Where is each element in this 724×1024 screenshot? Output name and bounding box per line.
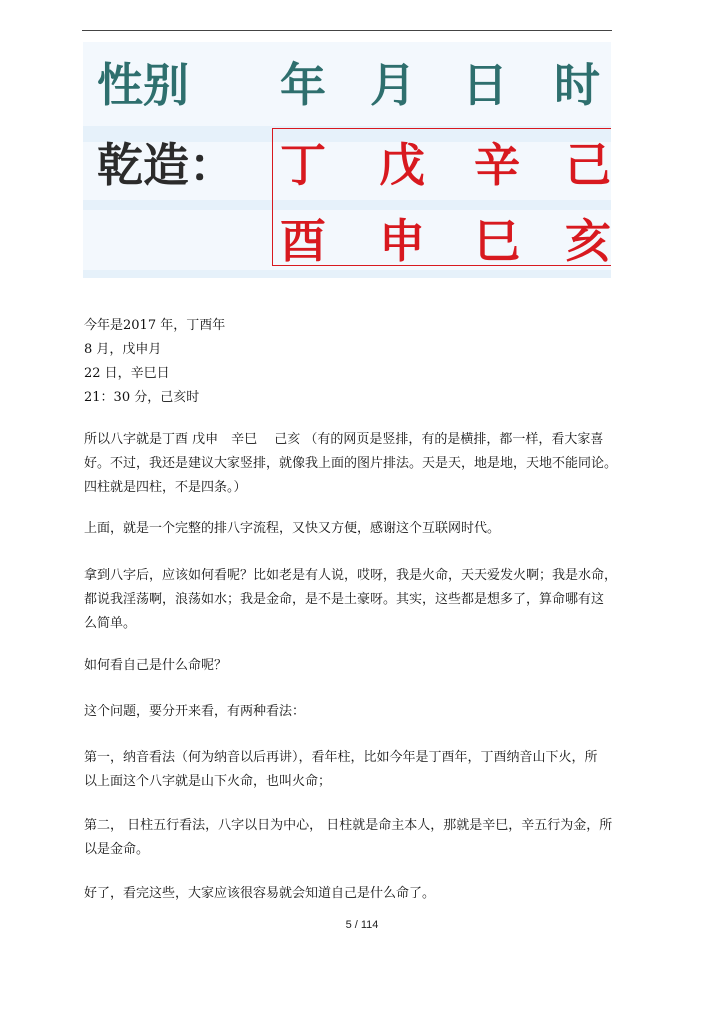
paragraph-method-one — [84, 746, 624, 794]
header-label: 性别 — [97, 58, 189, 112]
text-line: 么简单。 — [84, 616, 137, 631]
text-line: 上面，就是一个完整的排八字流程，又快又方便，感谢这个互联网时代。 — [84, 521, 501, 536]
header-hour: 时 — [554, 58, 600, 112]
branch-hour: 亥 — [565, 214, 611, 268]
text-line: 8 月，戊申月 — [84, 342, 162, 357]
text-line: 所以八字就是丁酉 戊申 辛巳 己亥 （有的网页是竖排，有的是横排，都一样，看大家喜 — [84, 432, 604, 447]
stem-year: 丁 — [280, 138, 326, 192]
stem-month: 戊 — [379, 138, 425, 192]
header-day: 日 — [462, 58, 508, 112]
page-number: 5 / 114 — [345, 919, 379, 931]
paragraph-conclusion — [84, 882, 624, 906]
text-line: 第二， 日柱五行看法，八字以日为中心， 日柱就是命主本人，那就是辛巳，辛五行为金，所 — [84, 818, 613, 833]
paragraph-bazi — [84, 428, 624, 500]
top-rule — [82, 30, 612, 31]
paragraph-process — [84, 517, 624, 541]
paragraph-how-to-read — [84, 564, 624, 636]
stem-day: 辛 — [474, 138, 520, 192]
text-line: 好了，看完这些，大家应该很容易就会知道自己是什么命了。 — [84, 886, 436, 901]
text-line: 拿到八字后，应该如何看呢？比如老是有人说，哎呀，我是火命，天天爱发火啊；我是水命， — [84, 568, 618, 583]
row-label: 乾造： — [97, 138, 235, 192]
text-line: 以是金命。 — [84, 842, 150, 857]
branch-day: 巳 — [474, 214, 520, 268]
text-line: 以上面这个八字就是山下火命，也叫火命； — [84, 774, 332, 789]
stem-hour: 己 — [565, 138, 611, 192]
text-line: 22 日，辛巳日 — [84, 366, 170, 381]
header-month: 月 — [370, 58, 416, 112]
branch-year: 酉 — [280, 214, 326, 268]
branch-month: 申 — [379, 214, 425, 268]
paragraph-two-methods — [84, 700, 624, 724]
text-line: 这个问题，要分开来看，有两种看法： — [84, 704, 306, 719]
text-line: 21：30 分，己亥时 — [84, 390, 200, 405]
paragraph-question — [84, 654, 624, 678]
text-line: 都说我淫荡啊，浪荡如水；我是金命，是不是土豪呀。其实，这些都是想多了，算命哪有这 — [84, 592, 605, 607]
paragraph-method-two — [84, 814, 624, 862]
header-year: 年 — [280, 58, 326, 112]
text-line: 今年是2017 年，丁酉年 — [84, 318, 226, 333]
text-line: 好。不过，我还是建议大家竖排，就像我上面的图片排法。天是天，地是地，天地不能同论。 — [84, 456, 618, 471]
bazi-chart-image — [83, 42, 611, 278]
paragraph-date — [84, 314, 624, 410]
text-line: 四柱就是四柱，不是四条。） — [84, 480, 247, 495]
text-line: 第一，纳音看法（何为纳音以后再讲），看年柱，比如今年是丁酉年，丁酉纳音山下火，所 — [84, 750, 598, 765]
text-line: 如何看自己是什么命呢？ — [84, 658, 228, 673]
